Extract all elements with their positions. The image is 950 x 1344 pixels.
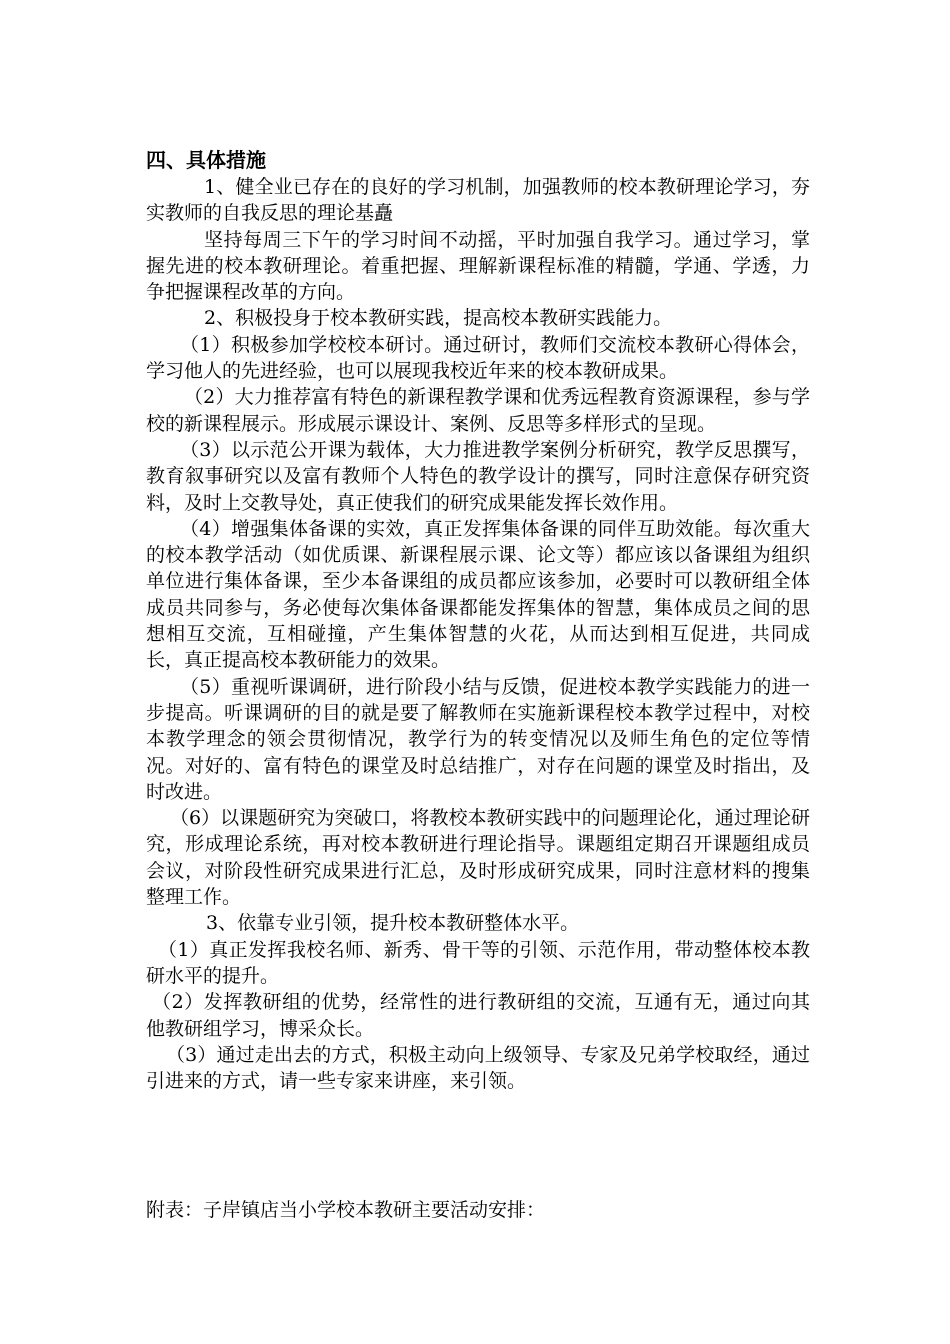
document-body bbox=[146, 146, 810, 1094]
body-paragraph: （1）积极参加学校校本研讨。通过研讨，教师们交流校本教研心得体会，学习他人的先进经验，也可以展现我校近年来的校本教研成果。 bbox=[146, 333, 810, 383]
body-paragraph: 坚持每周三下午的学习时间不动摇，平时加强自我学习。通过学习，掌握先进的校本教研理论。着重把握、理解新课程标准的精髓，学通、学透，力争把握课程改革的方向。 bbox=[146, 228, 810, 304]
body-paragraph: 3、依靠专业引领，提升校本教研整体水平。 bbox=[206, 912, 580, 935]
appendix-caption: 附表：子岸镇店当小学校本教研主要活动安排： bbox=[146, 1199, 546, 1221]
body-paragraph: （3）通过走出去的方式，积极主动向上级领导、专家及兄弟学校取经，通过引进来的方式，请一些专家来讲座，来引领。 bbox=[146, 1043, 810, 1093]
body-paragraph: （2）发挥教研组的优势，经常性的进行教研组的交流，互通有无，通过向其他教研组学习，博采众长。 bbox=[146, 991, 810, 1040]
body-paragraph: 1、健全业已存在的良好的学习机制，加强教师的校本教研理论学习，夯实教师的自我反思的理论基矗 bbox=[146, 176, 810, 225]
body-paragraph: （1）真正发挥我校名师、新秀、骨干等的引领、示范作用，带动整体校本教研水平的提升。 bbox=[146, 938, 810, 987]
body-paragraph: （6）以课题研究为突破口，将教校本教研实践中的问题理论化，通过理论研究，形成理论系统，再对校本教研进行理论指导。课题组定期召开课题组成员会议，对阶段性研究成果进行汇总，及时形成研究成果，同时注意材料的搜集整理工作。 bbox=[146, 807, 810, 909]
body-paragraph: 2、积极投身于校本教研实践，提高校本教研实践能力。 bbox=[204, 307, 673, 330]
body-paragraph: （2）大力推荐富有特色的新课程教学课和优秀远程教育资源课程，参与学校的新课程展示。形成展示课设计、案例、反思等多样形式的呈现。 bbox=[146, 386, 810, 435]
body-paragraph: （4）增强集体备课的实效，真正发挥集体备课的同伴互助效能。每次重大的校本教学活动（如优质课、新课程展示课、论文等）都应该以备课组为组织单位进行集体备课，至少本备课组的成员都应该参加，必要时可以教研组全体成员共同参与，务必使每次集体备课都能发挥集体的智慧，集体成员之间的思想相互交流，互相碰撞，产生集体智慧的火花，从而达到相互促进，共同成长，真正提高校本教研能力的效果。 bbox=[146, 517, 810, 672]
body-paragraph: （5）重视听课调研，进行阶段小结与反馈，促进校本教学实践能力的进一步提高。听课调研的目的就是要了解教师在实施新课程校本教学过程中，对校本教学理念的领会贯彻情况，教学行为的转变情况以及师生角色的定位等情况。对好的、富有特色的课堂及时总结推广，对存在问题的课堂及时指出，及时改进。 bbox=[146, 675, 810, 803]
paragraph-list bbox=[146, 174, 810, 1094]
section-heading: 四、具体措施 bbox=[146, 148, 266, 172]
body-paragraph: （3）以示范公开课为载体，大力推进教学案例分析研究，教学反思撰写，教育叙事研究以及富有教师个人特色的教学设计的撰写，同时注意保存研究资料，及时上交教导处，真正使我们的研究成果能发挥长效作用。 bbox=[146, 438, 810, 514]
